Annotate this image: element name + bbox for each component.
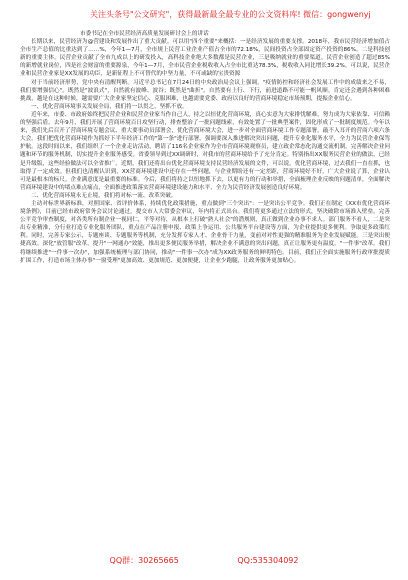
qq-group-text: QQ群：30265665 xyxy=(109,556,179,565)
section-heading: 二、优化营商环境永无止境，我们将对标一流、改革突破。 xyxy=(31,192,177,199)
paragraph: 长期以来，民营经济为@营建设和发展作出了重大贡献。可以用"四个重要"来概括：一是经济发展的重要支撑。2018年，我市民营经济增加值占全市生产总值的比重达到了……%，今年1—7月，全市规上民营工业企业产值占全市的72.18%，民间投资占全部固定资产投资的86%。二是科技创新的重要主体。民营企业贡献了全市九成以上的研发投入，高科技企业绝大多数都是民营企业，三是吸纳就业的重要渠道。民营企业创造了超过85%的新增就业岗位，四是社会财富的重要源泉，今年1—7月，全市民营企业税收收入占全市比重达78.3%，税收收入同比增长39.2%。可以说，民营企业和民营企业家是XX发展的功臣，是新征程上不可替代的中坚力量，不可或缺的宝贵资源 xyxy=(20,39,390,78)
document-title: 市委书记在全市民营经济高质量发展研讨会上的讲话 xyxy=(80,31,209,37)
paragraph: 近年来，市委、市政府始终把民营企业和民营企业家当作自己人，持之以恒优化营商环境，真心实意为大家排忧解难，努力成为大家依靠、可信赖的坚强后盾。去年9月，我们开展了营商环境百日攻坚行动，排查整治了一批问题线索，有效处置了一批典型案件，固化形成了一批制度规范。今年以来，我们先后召开了营商环境专题会议、重大要事动员部署会，优化营商环境大会，进一步对全面营商环境工作专题部署，敲不入耳开的营商六项六条大会。我们把优化营商环境作为抓好下半年经济工作的"第一条"进行部署，强调要深入推进解决突出问题，提升专业化服务水平，全力为民营企业保驾护航。这段时间以来，我们组织了一个企业走访活动，聘请了116名企业家作为全市营商环境观察员，建立政企常态化沟通交流机制，完善解决企业问题和环节的服务机制，切实提升企业服务感受。省委领导到过XX调研时，对我市的营商环境给予了充分肯定。特别指出XX服务民营企业的做法，已经是升级版，这些经验做法可以全省推广。近期，我们还将出台优化营商环境支持民营经济发展的文件，可以说，优化营商环境，过去我们一直在抓，也取得了一定成效。但我们也清醒认识到，XX营商环境建设中还存在一些问题，与企业期盼还有一定差距，营商环境好不好，广大企业说了算，企业认可是最根本的标尺。企业满意度是最重要的标准。今后，我们将持之以恒地抓下去，以更有力的行动和举措，全面梳理企业反映的问题清单，全面解决营商环境建设中的堵点难点痛点，全面推进政策落实营商环境建设能力和水平，全力为民营经济发展创造良好环境。 xyxy=(20,111,390,191)
paragraph: 对于当前经济形势，党中央有清醒判断。习近平总书记在7月24日的中央政治局会议上强调，"疫情防控和经济社会发展工作中的成绩来之不易，我们要增强信心"。既然是"波浪式"，自然就有波峰、波谷；既然是"曲折"，自然要有上行、下行，前进道路不可能一帆风顺。肯定还会遇到各种困难挑战，越是在这种时候，越需要广大企业家坚定信心、克服困难，也越需要党委、政府以良好的营商环境稳定市场预期，提振企业信心。 xyxy=(20,79,390,102)
qq-number-text: QQ:535304092 xyxy=(237,556,299,565)
contact-footer xyxy=(0,556,408,566)
promo-banner: 关注头条号"公文研究"，获得最新最全最专业的公文资料库! 微信：gongwenyj xyxy=(90,10,371,19)
section-heading: 一、优化营商环境事关发展全局，我们将一以贯之，坚抓不放。 xyxy=(31,103,188,110)
document-body xyxy=(20,30,390,550)
paragraph: 主动对标世界新标准，对照国家、省评价体系，持续优化政策措施，重点做到"三个突出"：一是突出公平竞争。我们正在制定《XX市优化营商环境条例》，目前已经市政府常务会议讨论通过，提交市人大常委会审议，年内将正式出台。我们将更多通过立法的形式，坚决破除市场准入壁垒，完善公平竞争审查制度，对各类所有制企业一视同仁，平等对待，从根本上打破"熟人社会"的潜规则，真正做到企业办事不求人。部门服务不看人，二是突出专业精准，分行业打造专业化服务团队，重点在产品注册申报、政策上争运用、公共服务平台建设等方面，为企业提供更多便利。争取更多政策红利。同时，完善专家公示，专题座谈、专题服务等机制，充分发挥专家人才、企业骨干力量，变前对对性更强的精准服务为企业发展赋能。三是突出便捷高效。深化"放管服"改革，提升"一网通办"效能，推出更多便民服务举措，解决企业不满意的突出问题，真正让服务更有温度。"一件事"改革。我们将继续推进"一件事一次办"，加强系统梳理与部门协同，推动"一件事一次办"成为XX政务服务的鲜明特色。目前，我们正全面实施服务行政审批提质扩围工作，打造市场主体办事"一窗受理"更加高效、更加规范、更加便捷，让企业少跑腿，让政务服务更加贴心。 xyxy=(20,200,390,264)
